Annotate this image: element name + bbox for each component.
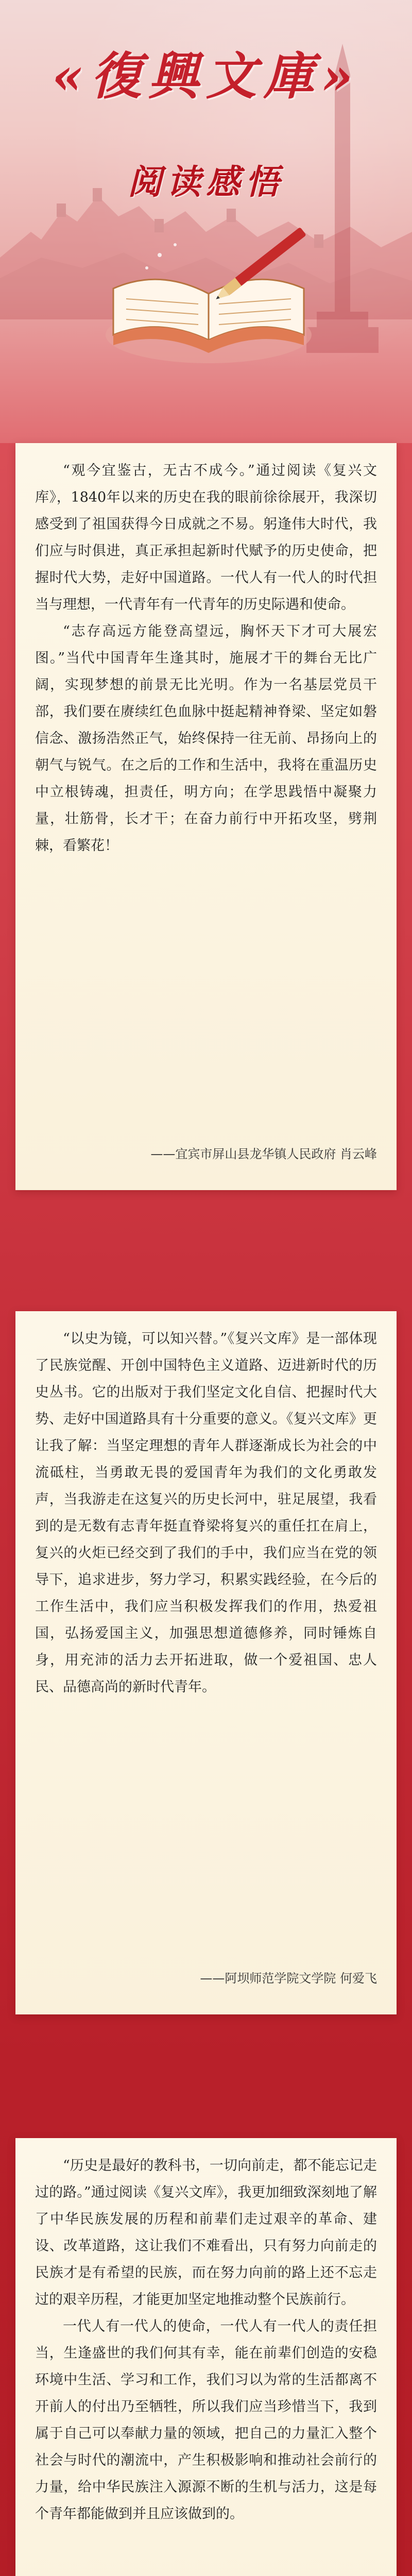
essay-card-1 (15, 443, 397, 1190)
essay-paragraph: “观今宜鉴古，无古不成今。”通过阅读《复兴文库》，1840年以来的历史在我的眼前徐徐展开，我深切感受到了祖国获得今日成就之不易。躬逢伟大时代，我们应与时俱进，真正承担起新时代赋予的历史使命，把握时代大势，走好中国道路。一代人有一代人的时代担当与理想，一代青年有一代青年的历史际遇和使命。 (35, 463, 377, 613)
header-banner (0, 0, 412, 443)
page-title: «復興文庫» (52, 47, 360, 106)
essay-body (15, 1311, 397, 1701)
essay-card-3 (15, 2138, 397, 2576)
essay-body (15, 443, 397, 859)
essay-paragraph: “以史为镜，可以知兴替。”《复兴文库》是一部体现了民族觉醒、开创中国特色主义道路、迈进新时代的历史丛书。它的出版对于我们坚定文化自信、把握时代大势、走好中国道路具有十分重要的意义。《复兴文库》更让我了解：当坚定理想的青年人群逐渐成长为社会的中流砥柱，当勇敢无畏的爱国青年为我们的文化勇敢发声，当我游走在这复兴的历史长河中，驻足展望，我看到的是无数有志青年挺直脊梁将复兴的重任扛在肩上，复兴的火炬已经交到了我们的手中，我们应当在党的领导下，追求进步，努力学习，积累实践经验，在今后的工作生活中，我们应当积极发挥我们的作用，热爱祖国，弘扬爱国主义，加强思想道德修养，同时锤炼自身，用充沛的活力去开拓进取，做一个爱祖国、忠人民、品德高尚的新时代青年。 (35, 1331, 377, 1695)
essay-card-2 (15, 1311, 397, 2014)
book-pen-icon (98, 206, 319, 376)
essay-paragraph: “历史是最好的教科书，一切向前走，都不能忘记走过的路。”通过阅读《复兴文库》，我更加细致深刻地了解了中华民族发展的历程和前辈们走过艰辛的革命、建设、改革道路，这让我们不难看出，只有努力向前走的民族才是有希望的民族，而在努力向前的路上还不忘走过的艰辛历程，才能更加坚定地推动整个民族前行。 (35, 2158, 377, 2308)
essay-signature: ——宜宾市屏山县龙华镇人民政府 肖云峰 (150, 1147, 377, 1161)
essay-paragraph: 一代人有一代人的使命，一代人有一代人的责任担当，生逢盛世的我们何其有幸，能在前辈们创造的安稳环境中生活、学习和工作，我们习以为常的生活都离不开前人的付出乃至牺牲，所以我们应当珍惜当下，我到属于自己可以奉献力量的领域，把自己的力量汇入整个社会与时代的潮流中，产生积极影响和推动社会前行的力量，给中华民族注入源源不断的生机与活力，这是每个青年都能做到并且应该做到的。 (35, 2318, 377, 2522)
essay-paragraph: “志存高远方能登高望远，胸怀天下才可大展宏图。”当代中国青年生逢其时，施展才干的舞台无比广阔，实现梦想的前景无比光明。作为一名基层党员干部，我们要在赓续红色血脉中挺起精神脊梁、坚定如磐信念、激扬浩然正气，始终保持一往无前、昂扬向上的朝气与锐气。在之后的工作和生活中，我将在重温历史中立根铸魂，担责任，明方向；在学思践悟中凝聚力量，壮筋骨，长才干；在奋力前行中开拓攻坚，劈荆棘，看繁花！ (35, 623, 377, 854)
essay-signature: ——阿坝师范学院文学院 何爱飞 (200, 1971, 377, 1986)
page-subtitle: 阅读感悟 (128, 162, 284, 202)
essay-body (15, 2138, 397, 2528)
